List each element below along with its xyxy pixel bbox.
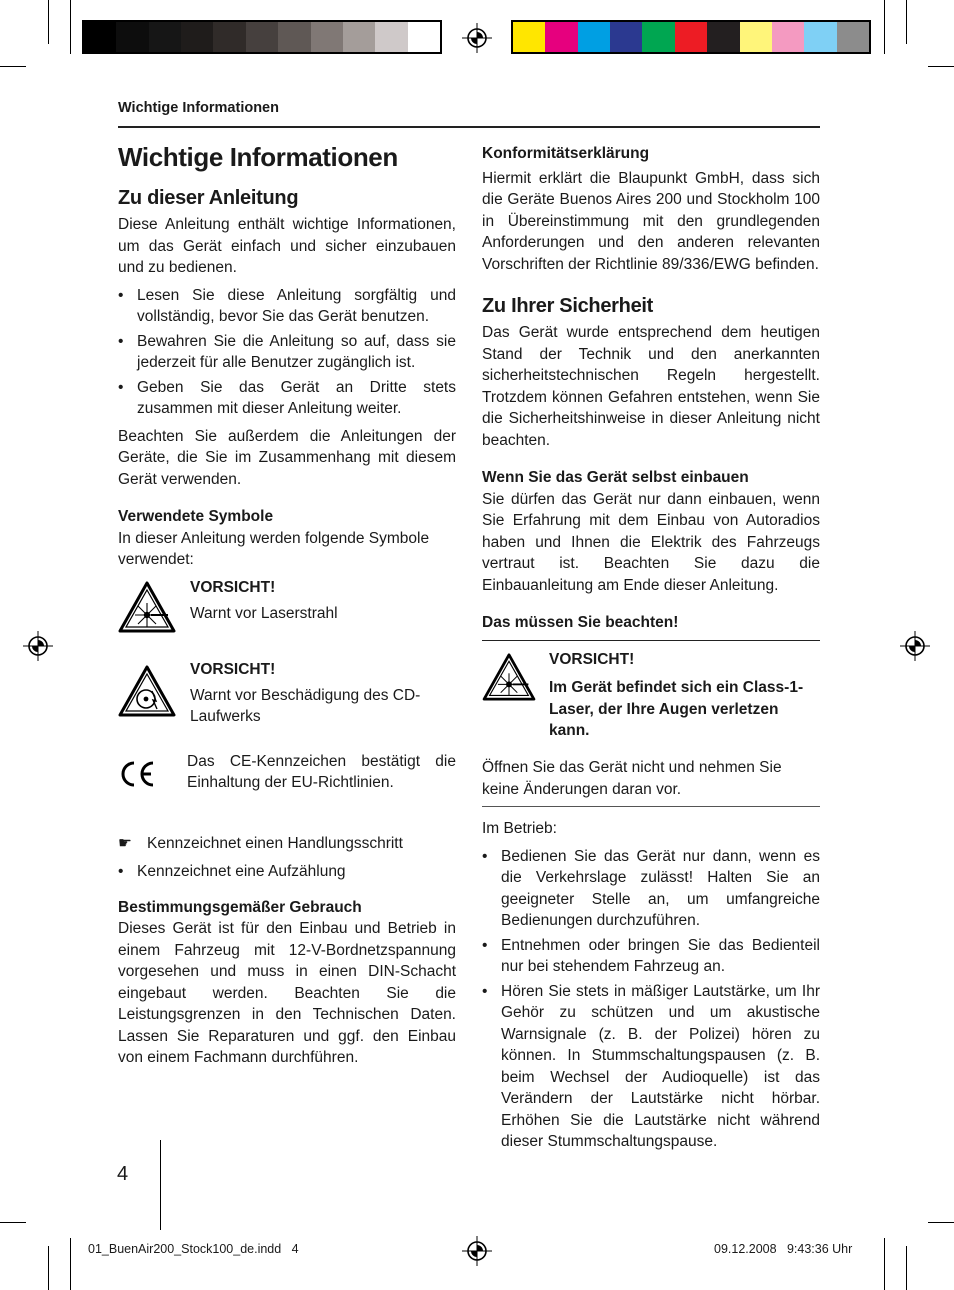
bullet-icon: •: [118, 862, 124, 880]
laser-warning-icon: [482, 653, 536, 701]
color-swatch: [408, 22, 440, 52]
symbol-description: Warnt vor Beschädigung des CD-Laufwerks: [190, 686, 421, 725]
color-swatch: [513, 22, 545, 52]
subheading-beachten: Das müssen Sie beachten!: [482, 614, 679, 631]
subheading-konformitaet: Konformitätserklärung: [482, 145, 650, 162]
running-header: Wichtige Informationen: [118, 100, 279, 116]
color-swatch: [545, 22, 577, 52]
symbol-title: VORSICHT!: [190, 578, 276, 596]
color-swatch: [116, 22, 148, 52]
symbol-ce: [118, 751, 456, 833]
color-swatch: [610, 22, 642, 52]
color-swatch: [675, 22, 707, 52]
list-item: • Bewahren Sie die Anleitung so auf, dass sie jederzeit für alle Benutzer zugänglich ist.: [118, 332, 456, 371]
color-swatch: [311, 22, 343, 52]
bullet-list: [118, 285, 456, 420]
paragraph: Das Gerät wurde entsprechend dem heutigen Stand der Technik und den anerkannten sicherheitstechnischen Regeln hergestellt. Trotzdem können Gefahren entstehen, wenn Sie die Sicherheitshinweise in dieser Anleitung nicht beachten.: [482, 324, 820, 449]
ce-mark-icon: [118, 759, 156, 789]
color-swatch: [772, 22, 804, 52]
section-heading-anleitung: Zu dieser Anleitung: [118, 187, 299, 209]
list-item: • Hören Sie stets in mäßiger Lautstärke, um Ihr Gehör zu schützen und um akustische Warnsignale (z. B. der Polizei) hören zu können. In Stummschaltungspausen (z. B. beim Wechsel der Audioquelle) ist das Verändern der Lautstärke nicht hörbar. Erhöhen Sie die Lautstärke nicht während dieser Stummschaltungspause.: [482, 982, 820, 1150]
symbol-description: Das CE-Kennzeichen bestätigt die Einhaltung der EU-Richtlinien.: [187, 752, 456, 791]
subheading-gebrauch: Bestimmungsgemäßer Gebrauch: [118, 898, 362, 916]
warning-text: Im Gerät befindet sich ein Class-1-Laser, der Ihre Augen verletzen kann.: [549, 679, 804, 739]
color-swatch: [84, 22, 116, 52]
warning-box-rule-top: [482, 640, 820, 642]
color-swatch: [149, 22, 181, 52]
paragraph: Öffnen Sie das Gerät nicht und nehmen Sie keine Änderungen daran vor.: [482, 759, 782, 798]
subheading-symbole: Verwendete Symbole: [118, 508, 274, 525]
step-description: Kennzeichnet einen Handlungsschritt: [147, 834, 403, 852]
page-number: 4: [117, 1163, 129, 1185]
bullet-list: [482, 846, 820, 1153]
paragraph: Sie dürfen das Gerät nur dann einbauen, wenn Sie Erfahrung mit dem Einbau von Autoradios haben und Ihnen die Elektrik des Fahrzeugs vertraut ist. Beachten Sie dazu die Einbauanleitung am Ende dieser Anleitung.: [482, 490, 820, 594]
list-item: • Entnehmen oder bringen Sie das Bedienteil nur bei stehendem Fahrzeug an.: [482, 936, 820, 975]
operation-label: Im Betrieb:: [482, 820, 557, 837]
right-column: [482, 143, 820, 1153]
list-item: • Lesen Sie diese Anleitung sorgfältig und vollständig, bevor Sie das Gerät benutzen.: [118, 286, 456, 325]
color-swatch: [740, 22, 772, 52]
cd-damage-warning-icon: [118, 665, 176, 717]
laser-warning-block: [482, 649, 820, 757]
color-swatch: [837, 22, 869, 52]
symbol-laser: [118, 577, 456, 659]
slug-timestamp: 09.12.2008 9:43:36 Uhr: [714, 1242, 853, 1256]
subheading-einbau: Wenn Sie das Gerät selbst einbauen: [482, 469, 749, 486]
symbol-description: Warnt vor Laserstrahl: [190, 604, 338, 622]
symbol-title: VORSICHT!: [190, 660, 276, 678]
color-swatch: [213, 22, 245, 52]
color-swatch: [343, 22, 375, 52]
enum-description: Kennzeichnet eine Aufzählung: [137, 862, 346, 880]
registration-mark-icon: [462, 1236, 492, 1266]
slug-file-name: 01_BuenAir200_Stock100_de.indd 4: [88, 1242, 299, 1256]
warning-title: VORSICHT!: [549, 651, 635, 668]
left-column: [118, 142, 456, 1069]
grayscale-calibration-bar: [82, 20, 442, 54]
color-calibration-bar: [511, 20, 871, 54]
list-item: • Bedienen Sie das Gerät nur dann, wenn es die Verkehrslage zulässt! Halten Sie an geeigneter Stelle an, um umfangreiche Bedienungen durchzuführen.: [482, 847, 820, 929]
color-swatch: [278, 22, 310, 52]
paragraph: Dieses Gerät ist für den Einbau und Betrieb in einem Fahrzeug mit 12-V-Bordnetzspannung vorgesehen und muss in einen DIN-Schacht eingebaut werden. Beachten Sie die Leistungsgrenzen in den Technischen Daten. Lassen Sie Reparaturen und ggf. den Einbau von einem Fachmann durchführen.: [118, 920, 456, 1066]
color-swatch: [642, 22, 674, 52]
color-swatch: [578, 22, 610, 52]
registration-mark-icon: [23, 631, 53, 661]
pointing-hand-icon: ☛: [118, 834, 132, 852]
warning-box-rule-bottom: [482, 806, 820, 807]
step-legend: [118, 833, 456, 861]
header-rule: [118, 126, 820, 128]
section-heading-sicherheit: Zu Ihrer Sicherheit: [482, 295, 654, 317]
laser-warning-icon: [118, 581, 176, 633]
paragraph: Beachten Sie außerdem die Anleitungen der Geräte, die Sie im Zusammenhang mit diesem Gerät verwenden.: [118, 427, 456, 488]
paragraph: In dieser Anleitung werden folgende Symbole verwendet:: [118, 529, 430, 568]
symbol-cd: [118, 659, 456, 751]
page-title: Wichtige Informationen: [118, 142, 398, 172]
color-swatch: [707, 22, 739, 52]
registration-mark-icon: [900, 631, 930, 661]
color-swatch: [246, 22, 278, 52]
registration-mark-icon: [462, 23, 492, 53]
paragraph: Diese Anleitung enthält wichtige Informationen, um das Gerät einfach und sicher einzubauen und zu bedienen.: [118, 216, 456, 276]
color-swatch: [804, 22, 836, 52]
color-swatch: [375, 22, 407, 52]
paragraph: Hiermit erklärt die Blaupunkt GmbH, dass sich die Geräte Buenos Aires 200 und Stockholm 100 in Übereinstimmung mit den grundlegenden Anforderungen und den anderen relevanten Vorschriften der Richtlinie 89/336/EWG befinden.: [482, 169, 820, 273]
enum-legend: [118, 861, 456, 895]
list-item: • Geben Sie das Gerät an Dritte stets zusammen mit dieser Anleitung weiter.: [118, 378, 456, 417]
color-swatch: [181, 22, 213, 52]
